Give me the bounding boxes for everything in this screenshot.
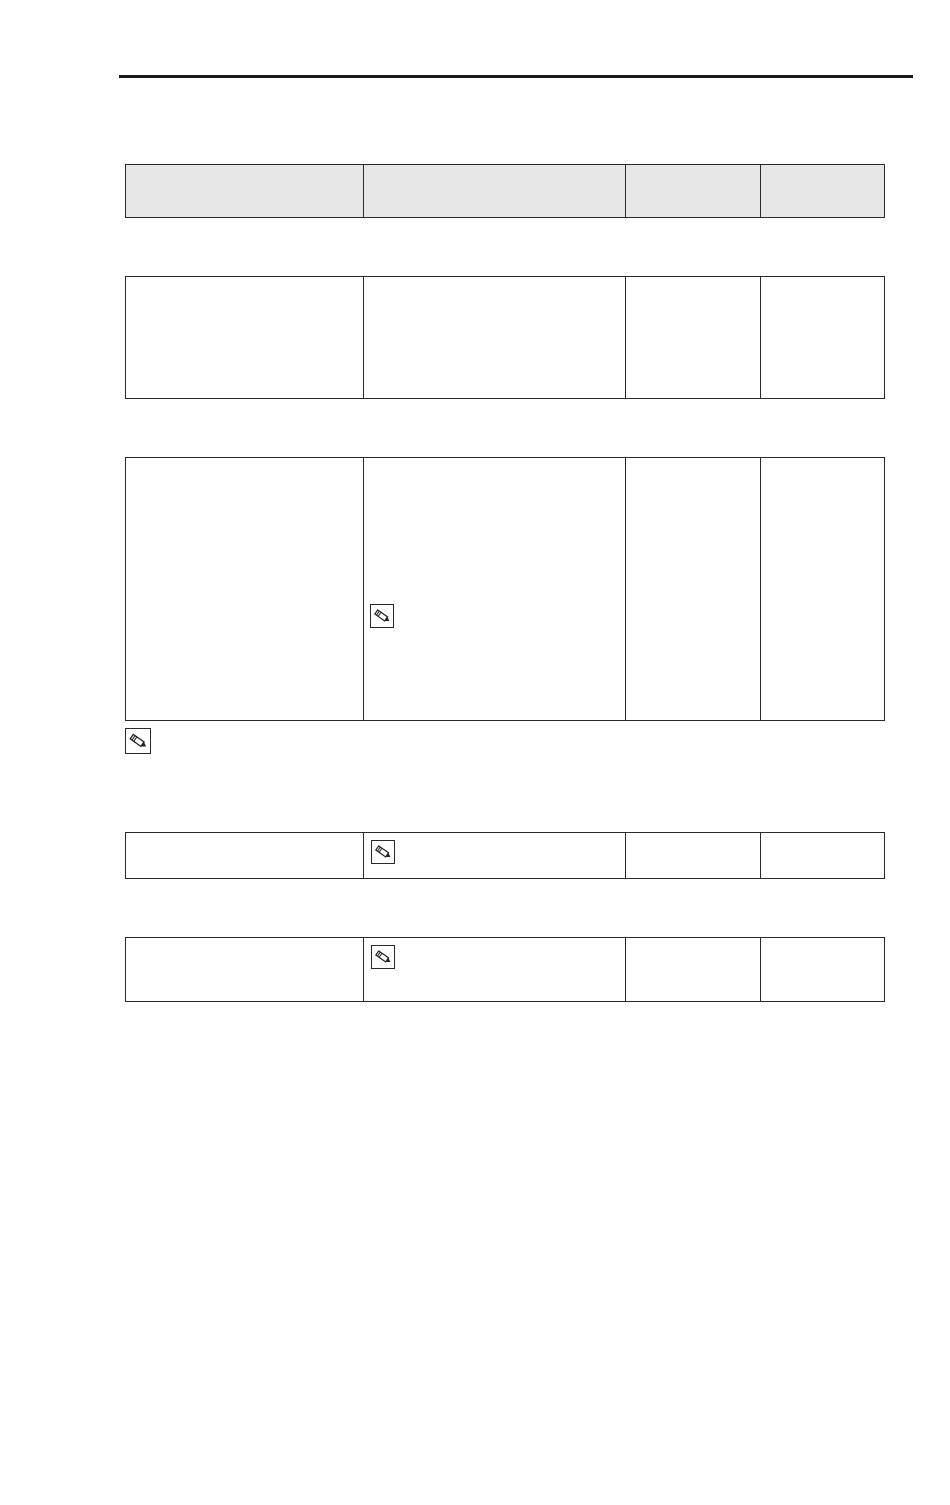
table-cell	[126, 277, 364, 399]
table-row	[126, 458, 885, 721]
table-cell	[761, 833, 885, 879]
column-header-table	[125, 164, 885, 218]
column-header-cell-1	[126, 165, 364, 218]
table-row	[126, 938, 885, 1002]
table-cell	[126, 833, 364, 879]
note-pencil-icon	[125, 728, 151, 754]
note-pencil-icon	[371, 945, 395, 969]
table-cell	[126, 458, 364, 721]
table-cell	[364, 833, 626, 879]
table-cell	[364, 458, 626, 721]
table-cell	[126, 938, 364, 1002]
entry-table-1	[125, 276, 885, 399]
table-cell	[626, 833, 761, 879]
column-header-cell-4	[761, 165, 885, 218]
note-pencil-icon	[370, 604, 394, 628]
entry-table-3	[125, 832, 885, 879]
note-pencil-icon	[371, 840, 395, 864]
table-cell	[761, 277, 885, 399]
table-cell	[761, 458, 885, 721]
header-rule	[119, 75, 913, 78]
table-cell	[364, 938, 626, 1002]
table-cell	[364, 277, 626, 399]
table-row	[126, 277, 885, 399]
table-cell	[626, 458, 761, 721]
column-header-cell-3	[626, 165, 761, 218]
table-cell	[626, 277, 761, 399]
entry-table-2	[125, 457, 885, 721]
table-cell	[626, 938, 761, 1002]
table-cell	[761, 938, 885, 1002]
column-header-cell-2	[364, 165, 626, 218]
table-row	[126, 833, 885, 879]
column-header-row	[126, 165, 885, 218]
entry-table-4	[125, 937, 885, 1002]
